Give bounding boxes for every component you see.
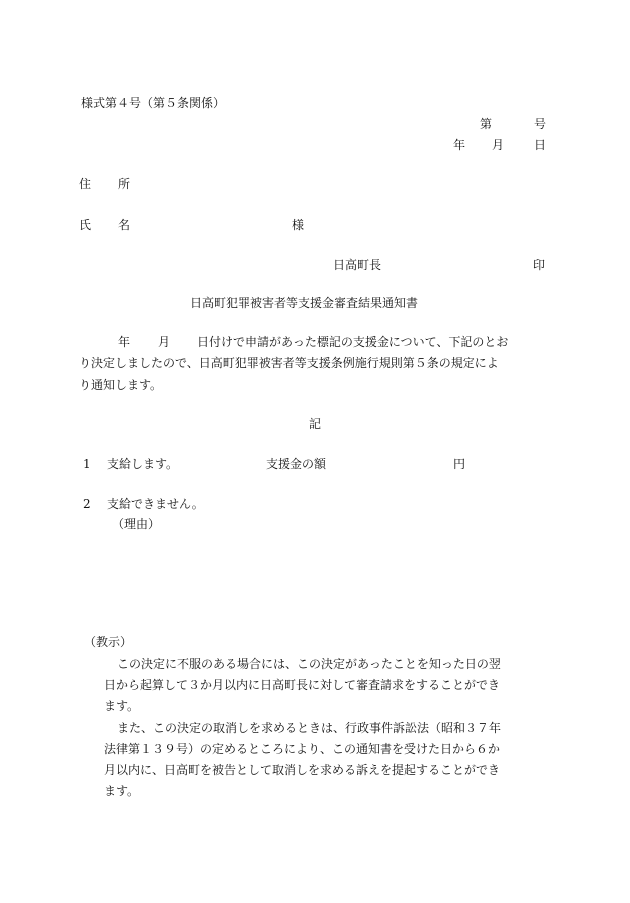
doc-number-dai: 第 — [480, 117, 493, 131]
notice-p2-line1: また、この決定の取消しを求めるときは、行政事件訴訟法（昭和３７年 — [117, 721, 502, 735]
document-title: 日高町犯罪被害者等支援金審査結果通知書 — [190, 296, 419, 310]
body-line-1: 日付けで申請があった標記の支援金について、下記のとお — [197, 335, 509, 349]
notice-heading: （教示） — [84, 635, 133, 649]
body-line-3: り通知します。 — [79, 378, 163, 392]
notice-p1-line1: この決定に不服のある場合には、この決定があったことを知った日の翌 — [117, 657, 501, 671]
address-label-a: 住 — [79, 177, 92, 191]
item1-text: 支給します。 — [107, 457, 179, 471]
issuer-title: 日高町長 — [333, 258, 382, 272]
notice-p2-line3: 月以内に、日高町を被告として取消しを求める訴えを提起することができ — [104, 763, 501, 777]
notice-p2-line2: 法律第１３９号）の定めるところにより、この通知書を受けた日から６か — [104, 742, 501, 756]
address-label-b: 所 — [118, 177, 131, 191]
form-number: 様式第４号（第５条関係） — [81, 96, 226, 110]
body-date-year: 年 — [118, 335, 131, 349]
doc-number-go: 号 — [534, 117, 547, 131]
notice-p2-line4: ます。 — [104, 784, 140, 798]
ki-heading: 記 — [309, 417, 322, 431]
notice-p1-line3: ます。 — [104, 699, 140, 713]
body-line-2: り決定しましたので、日高町犯罪被害者等支援条例施行規則第５条の規定によ — [79, 356, 499, 370]
item2-reason: （理由） — [112, 517, 161, 531]
honorific-sama: 様 — [292, 218, 305, 232]
item2-text: 支給できません。 — [107, 497, 204, 511]
date-year: 年 — [453, 138, 466, 152]
date-month: 月 — [492, 138, 505, 152]
notice-p1-line2: 日から起算して３か月以内に日高町長に対して審査請求をすることができ — [104, 678, 501, 692]
item1-amount-label: 支援金の額 — [266, 457, 327, 471]
body-date-month: 月 — [158, 335, 171, 349]
date-day: 日 — [534, 138, 547, 152]
item1-number: 1 — [83, 457, 91, 471]
seal-mark: 印 — [533, 258, 546, 272]
item1-yen: 円 — [453, 457, 466, 471]
name-label-b: 名 — [118, 218, 131, 232]
item2-number: 2 — [83, 497, 91, 511]
name-label-a: 氏 — [79, 218, 92, 232]
